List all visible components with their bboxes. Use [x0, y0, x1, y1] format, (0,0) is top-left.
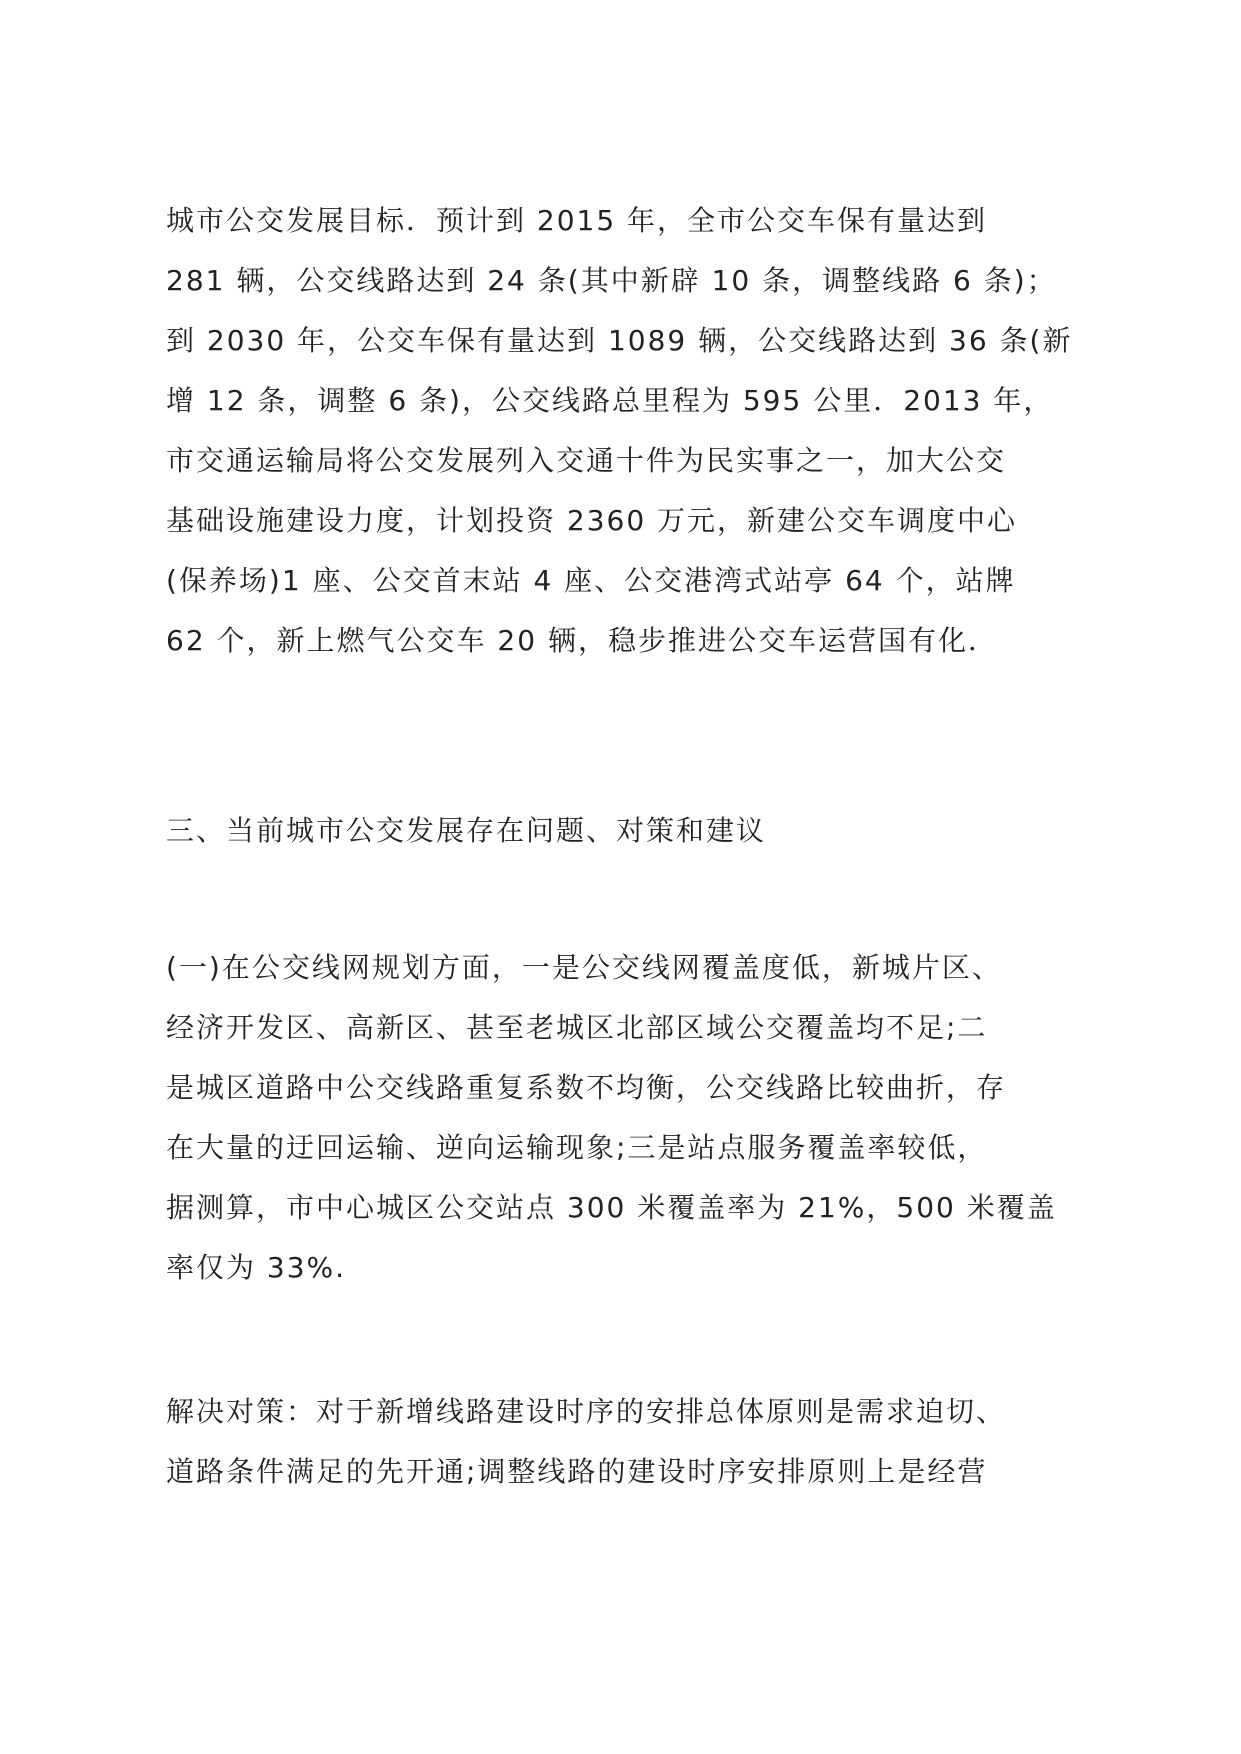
text-line: 率仅为 33%. — [166, 1251, 347, 1284]
text-line: 市交通运输局将公交发展列入交通十件为民实事之一，加大公交 — [166, 444, 1007, 477]
text-line: 在大量的迂回运输、逆向运输现象;三是站点服务覆盖率较低， — [166, 1131, 988, 1164]
text-line: 城市公交发展目标．预计到 2015 年，全市公交车保有量达到 — [166, 204, 988, 237]
text-line: (一)在公交线网规划方面，一是公交线网覆盖度低，新城片区、 — [166, 951, 1002, 984]
text-line: 基础设施建设力度，计划投资 2360 万元，新建公交车调度中心 — [166, 504, 1018, 537]
text-line: 解决对策：对于新增线路建设时序的安排总体原则是需求迫切、 — [166, 1395, 1007, 1428]
paragraph-solutions — [166, 1382, 1101, 1502]
section-heading-text: 三、当前城市公交发展存在问题、对策和建议 — [166, 814, 767, 847]
text-line: (保养场)1 座、公交首末站 4 座、公交港湾式站亭 64 个，站牌 — [166, 564, 1016, 597]
section-heading — [166, 801, 1101, 861]
text-line: 据测算，市中心城区公交站点 300 米覆盖率为 21%，500 米覆盖 — [166, 1191, 1057, 1224]
text-line: 62 个，新上燃气公交车 20 辆，稳步推进公交车运营国有化． — [166, 624, 998, 657]
text-line: 281 辆，公交线路达到 24 条(其中新辟 10 条，调整线路 6 条)； — [166, 264, 1057, 297]
paragraph-network-planning — [166, 938, 1101, 1298]
paragraph-development-goals — [166, 191, 1101, 671]
text-line: 经济开发区、高新区、甚至老城区北部区域公交覆盖均不足;二 — [166, 1011, 988, 1044]
text-line: 到 2030 年，公交车保有量达到 1089 辆，公交线路达到 36 条(新 — [166, 324, 1073, 357]
text-line: 增 12 条，调整 6 条)，公交线路总里程为 595 公里．2013 年， — [166, 384, 1054, 417]
text-line: 是城区道路中公交线路重复系数不均衡，公交线路比较曲折，存 — [166, 1071, 1007, 1104]
text-line: 道路条件满足的先开通;调整线路的建设时序安排原则上是经营 — [166, 1455, 988, 1488]
